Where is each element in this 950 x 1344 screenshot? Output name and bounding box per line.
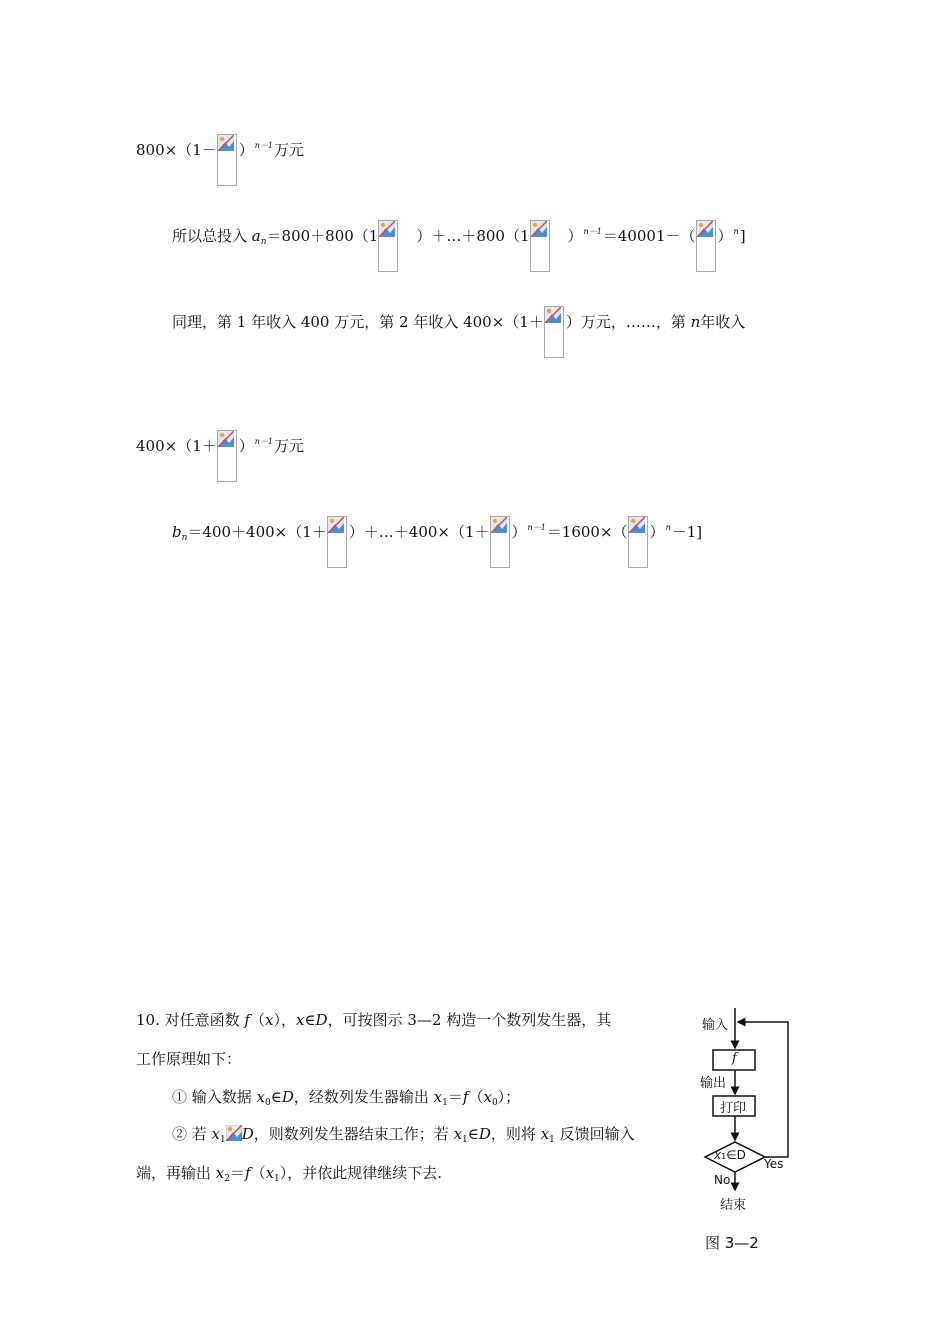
text: ） <box>649 523 665 541</box>
exponent: n－1 <box>527 523 546 532</box>
text: ＝40001－（ <box>602 227 696 245</box>
text: 端，再输出 <box>136 1164 216 1182</box>
text: 万元 <box>274 437 305 455</box>
text: 10. 对任意函数 <box>136 1011 245 1029</box>
image-placeholder-icon <box>217 430 237 482</box>
text: ＝800＋800（1 <box>266 227 379 245</box>
text: ∈ <box>467 1125 479 1143</box>
line-4 <box>136 436 304 482</box>
text: ） <box>717 227 733 245</box>
subscript: n <box>260 237 267 247</box>
text: ，则将 <box>490 1125 541 1143</box>
image-placeholder-icon <box>530 220 566 272</box>
problem-10-line-1 <box>136 1010 611 1030</box>
exponent: n－1 <box>583 227 602 236</box>
var-x: x <box>483 1088 492 1106</box>
text: ∈ <box>304 1011 316 1029</box>
var-f: f <box>462 1088 469 1106</box>
subscript: 1 <box>462 1135 468 1145</box>
var-a: a <box>251 227 261 245</box>
var-D: D <box>281 1088 294 1106</box>
text: 同理，第 1 年收入 400 万元，第 2 年收入 400×（1＋ <box>172 313 544 331</box>
image-placeholder-icon <box>217 134 237 186</box>
text: ） <box>238 141 254 159</box>
flow-no-label: No <box>714 1173 731 1187</box>
subscript: 1 <box>274 1174 280 1184</box>
text: ② 若 <box>172 1125 212 1143</box>
text: ＝ <box>229 1164 245 1182</box>
problem-10-line-2: 工作原理如下： <box>136 1050 242 1068</box>
image-placeholder-icon <box>327 516 347 568</box>
var-x: x <box>256 1088 266 1106</box>
text: 万元 <box>274 141 305 159</box>
text: 800×（1－ <box>136 141 217 159</box>
var-x: x <box>714 1148 722 1162</box>
line-5 <box>172 522 702 568</box>
image-placeholder-icon <box>628 516 648 568</box>
subscript: 1 <box>220 1135 226 1145</box>
text: ① 输入数据 <box>172 1088 257 1106</box>
image-placeholder-icon <box>696 220 716 272</box>
subscript: 2 <box>224 1174 230 1184</box>
text: （ <box>250 1164 266 1182</box>
var-D: D <box>478 1125 491 1143</box>
var-D: D <box>241 1125 254 1143</box>
var-x: x <box>540 1125 550 1143</box>
subscript: 0 <box>265 1098 271 1108</box>
text: 年收入 <box>700 313 746 331</box>
problem-10-line-3 <box>172 1087 520 1110</box>
text: ）＋…＋400×（1＋ <box>348 523 490 541</box>
line-1 <box>136 140 304 186</box>
var-f: f <box>245 1164 251 1182</box>
text: ）， <box>273 1011 296 1029</box>
image-placeholder-icon <box>490 516 510 568</box>
exponent: n <box>733 227 739 236</box>
line-2 <box>172 226 746 272</box>
var-x: x <box>433 1088 443 1106</box>
text: ] <box>739 227 746 245</box>
figure-caption: 图 3—2 <box>705 1234 759 1252</box>
line-3 <box>172 312 745 358</box>
flow-end-label: 结束 <box>720 1198 747 1213</box>
flow-print-label: 打印 <box>720 1101 747 1116</box>
text: 400×（1＋ <box>136 437 217 455</box>
var-f: f <box>244 1011 250 1029</box>
text: ），并依此规律继续下去. <box>279 1164 443 1182</box>
flow-output-label: 输出 <box>700 1076 727 1091</box>
var-x: x <box>453 1125 463 1143</box>
text: （ <box>468 1088 484 1106</box>
image-placeholder-icon <box>544 306 564 358</box>
var-b: b <box>172 523 182 541</box>
problem-10-line-5 <box>136 1163 442 1186</box>
subscript: 1 <box>549 1135 555 1145</box>
text: －1] <box>671 523 703 541</box>
flowchart <box>690 1000 810 1230</box>
subscript: 1 <box>721 1152 727 1161</box>
var-x: x <box>264 1011 274 1029</box>
flow-input-label: 输入 <box>702 1018 729 1033</box>
subscript: 1 <box>442 1098 448 1108</box>
image-placeholder-icon <box>378 220 414 272</box>
text: ，经数列发生器输出 <box>293 1088 434 1106</box>
text: ）； <box>497 1088 521 1106</box>
var-x: x <box>211 1125 221 1143</box>
text: （ <box>249 1011 265 1029</box>
var-n: n <box>690 313 701 331</box>
text: 所以总投入 <box>172 227 252 245</box>
text: ∈D <box>726 1148 746 1162</box>
var-x: x <box>215 1164 225 1182</box>
subscript: 0 <box>491 1098 498 1108</box>
text: ＝400＋400×（1＋ <box>187 523 327 541</box>
text: ＝1600×（ <box>546 523 628 541</box>
var-x: x <box>265 1164 275 1182</box>
text: ∈ <box>270 1088 282 1106</box>
text: ） <box>567 227 583 245</box>
text: ） <box>238 437 254 455</box>
text: ） <box>511 523 527 541</box>
text: ）万元，……，第 <box>565 313 691 331</box>
text: 反馈回输入 <box>554 1125 635 1143</box>
exponent: n－1 <box>254 437 274 446</box>
exponent: n－1 <box>254 141 274 150</box>
flow-f-label: f <box>732 1051 737 1066</box>
text: ，可按图示 3—2 构造一个数列发生器，其 <box>327 1011 612 1029</box>
subscript: n <box>181 533 188 543</box>
not-in-image-icon <box>226 1125 242 1141</box>
text: ）＋…＋800（1 <box>416 227 530 245</box>
problem-10-line-4 <box>172 1124 635 1147</box>
flowchart-lines <box>690 1000 810 1230</box>
exponent: n <box>665 523 671 532</box>
var-x: x <box>295 1011 305 1029</box>
var-D: D <box>315 1011 328 1029</box>
flow-yes-label: Yes <box>764 1157 784 1171</box>
flow-condition-label <box>714 1148 746 1162</box>
text: ＝ <box>447 1088 463 1106</box>
text: ，则数列发生器结束工作；若 <box>253 1125 454 1143</box>
